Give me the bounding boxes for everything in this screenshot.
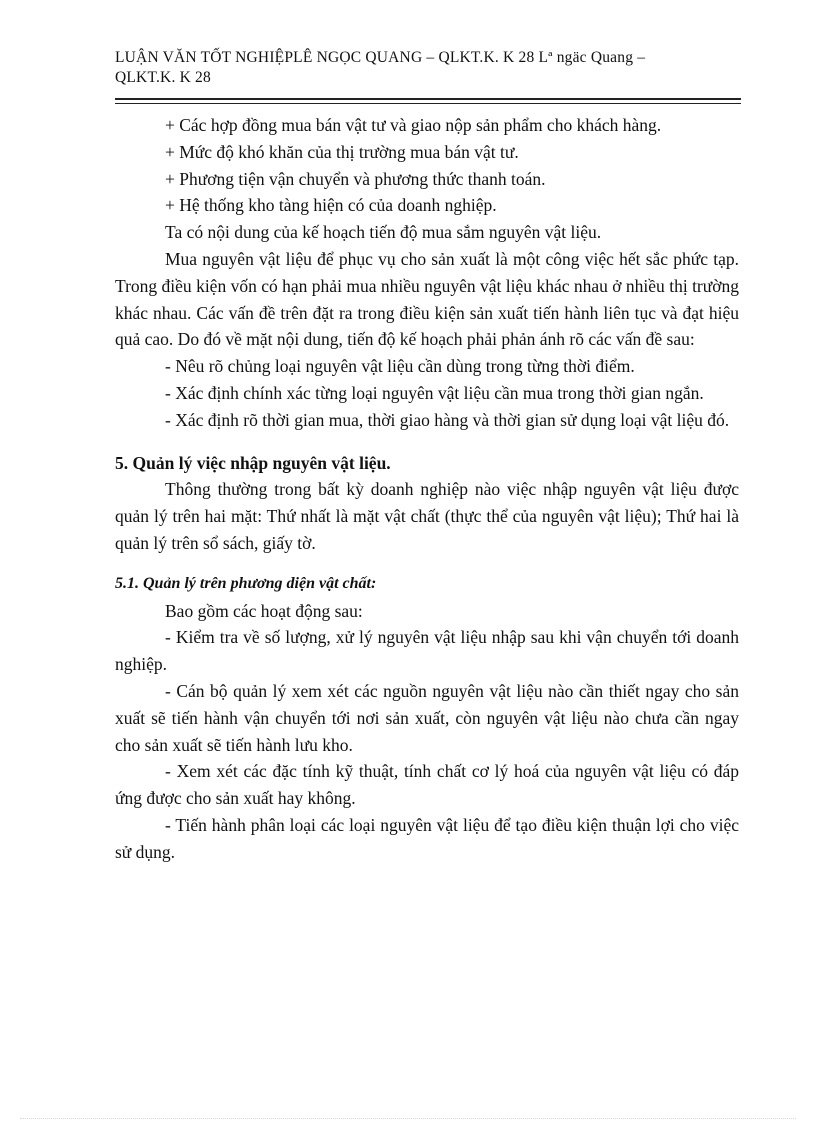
paragraph: - Xác định rõ thời gian mua, thời giao hàng và thời gian sử dụng loại vật liệu đó. <box>165 409 730 430</box>
paragraph: Thông thường trong bất kỳ doanh nghiệp nào việc nhập nguyên vật liệu được quản lý trên hai mặt: Thứ nhất là mặt vật chất (thực thể của nguyên vật liệu); Thứ hai là quản lý trên sổ sách, giấy tờ. <box>115 479 739 553</box>
paragraph: + Các hợp đồng mua bán vật tư và giao nộp sản phẩm cho khách hàng. <box>165 115 662 135</box>
page-bottom-border <box>20 1118 796 1120</box>
header-divider-thin <box>115 103 741 104</box>
paragraph: Ta có nội dung của kế hoạch tiến độ mua sắm nguyên vật liệu. <box>165 222 602 243</box>
paragraph: Bao gồm các hoạt động sau: <box>165 600 363 621</box>
document-body <box>115 112 739 866</box>
header-line-1: LUẬN VĂN TỐT NGHIỆPLÊ NGỌC QUANG – QLKT.K. K 28 Lª ngäc Quang – <box>115 49 646 66</box>
paragraph: - Xác định chính xác từng loại nguyên vật liệu cần mua trong thời gian ngắn. <box>165 382 704 403</box>
header-divider-thick <box>115 98 741 100</box>
subsection-title: 5.1. Quản lý trên phương diện vật chất: <box>115 574 377 592</box>
list-item: - Cán bộ quản lý xem xét các nguồn nguyên vật liệu nào cần thiết ngay cho sản xuất sẽ tiến hành vận chuyển tới nơi sản xuất, còn nguyên vật liệu nào chưa cần ngay cho sản xuất sẽ tiến hành lưu kho. <box>115 680 739 755</box>
header-line-2: QLKT.K. K 28 <box>115 69 211 86</box>
paragraph: + Hệ thống kho tàng hiện có của doanh nghiệp. <box>165 195 497 216</box>
paragraph: + Phương tiện vận chuyển và phương thức thanh toán. <box>165 168 546 189</box>
paragraph: Mua nguyên vật liệu để phục vụ cho sản xuất là một công việc hết sắc phức tạp. Trong điều kiện vốn có hạn phải mua nhiều nguyên vật liệu khác nhau ở nhiều thị trường khác nhau. Các vấn đề trên đặt ra trong điều kiện sản xuất tiến hành liên tục và đạt hiệu quả cao. Do đó về mặt nội dung, tiến độ kế hoạch phải phản ánh rõ các vấn đề sau: <box>115 248 739 350</box>
page-header <box>115 48 741 88</box>
list-item: - Kiểm tra về số lượng, xử lý nguyên vật liệu nhập sau khi vận chuyển tới doanh nghiệp. <box>115 627 739 675</box>
paragraph: + Mức độ khó khăn của thị trường mua bán vật tư. <box>165 141 519 162</box>
list-item: - Xem xét các đặc tính kỹ thuật, tính chất cơ lý hoá của nguyên vật liệu có đáp ứng được cho sản xuất hay không. <box>115 761 739 809</box>
paragraph: - Nêu rõ chủng loại nguyên vật liệu cần dùng trong từng thời điểm. <box>165 356 635 377</box>
section-title: 5. Quản lý việc nhập nguyên vật liệu. <box>115 452 391 473</box>
list-item: - Tiến hành phân loại các loại nguyên vật liệu để tạo điều kiện thuận lợi cho việc sử dụng. <box>115 814 739 862</box>
